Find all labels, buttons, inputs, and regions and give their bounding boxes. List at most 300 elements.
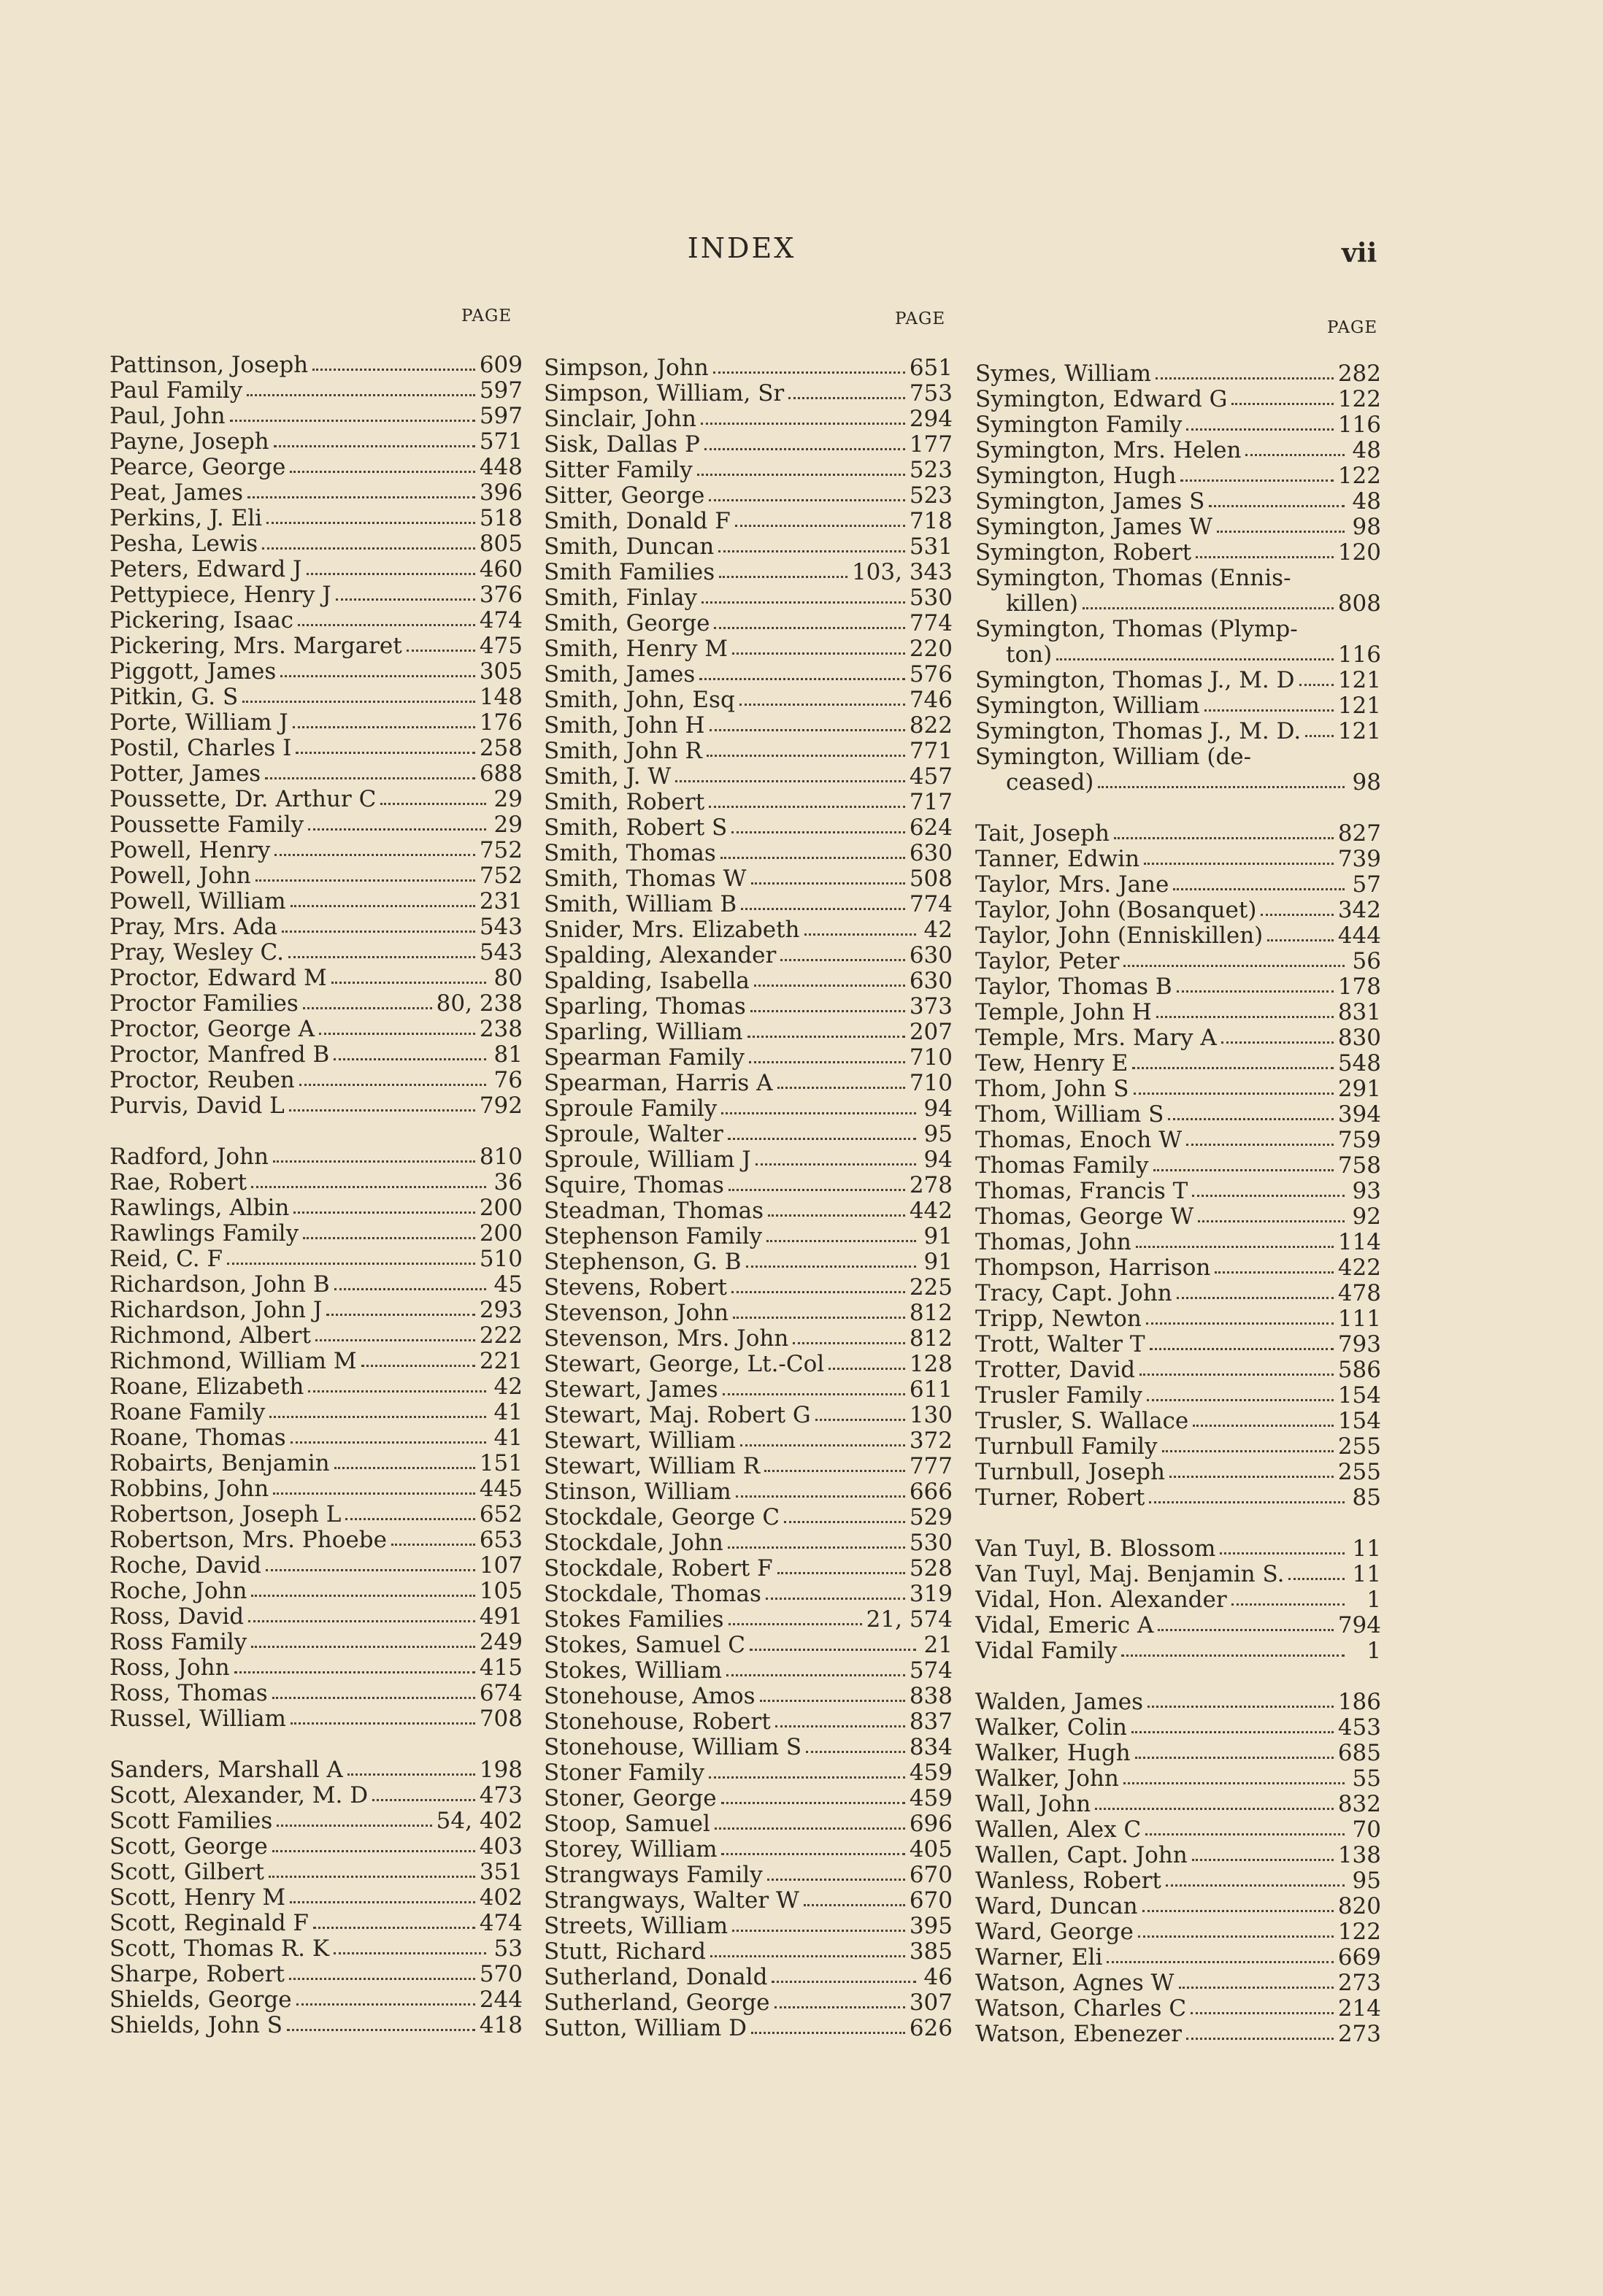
index-entry bbox=[109, 1016, 523, 1041]
entry-name: Symes, William bbox=[975, 361, 1151, 386]
index-entry bbox=[109, 352, 523, 377]
entry-name: Stinson, William bbox=[544, 1479, 731, 1504]
dot-leader bbox=[272, 1850, 475, 1852]
dot-leader bbox=[1261, 914, 1333, 916]
dot-leader bbox=[709, 1776, 905, 1779]
entry-name: Vidal Family bbox=[975, 1638, 1118, 1663]
index-entry bbox=[975, 846, 1381, 871]
entry-page: 531 bbox=[909, 533, 953, 559]
entry-name: Sanders, Marshall A bbox=[109, 1757, 343, 1782]
index-entry bbox=[109, 1910, 523, 1935]
dot-leader bbox=[1245, 454, 1345, 456]
entry-name: Powell, William bbox=[109, 888, 286, 914]
entry-name: Thom, John S bbox=[975, 1076, 1129, 1101]
entry-name: Pesha, Lewis bbox=[109, 531, 258, 556]
entry-name: Radford, John bbox=[109, 1144, 269, 1169]
entry-name: Squire, Thomas bbox=[544, 1172, 724, 1198]
dot-leader bbox=[274, 854, 474, 856]
entry-page: 445 bbox=[479, 1476, 523, 1501]
index-entry bbox=[109, 607, 523, 633]
entry-name: Symington, James W bbox=[975, 514, 1212, 539]
entry-name: Robertson, Joseph L bbox=[109, 1501, 342, 1527]
entry-page: 696 bbox=[909, 1811, 953, 1836]
entry-page: 805 bbox=[479, 531, 523, 556]
entry-name: Vidal, Hon. Alexander bbox=[975, 1587, 1227, 1612]
dot-leader bbox=[775, 1725, 905, 1727]
index-entry bbox=[109, 1833, 523, 1859]
dot-leader bbox=[1288, 1578, 1345, 1580]
entry-page: 214 bbox=[1337, 1995, 1381, 2021]
entry-page: 808 bbox=[1337, 590, 1381, 616]
entry-name: Symington, James S bbox=[975, 488, 1205, 514]
entry-name: Thomas, George W bbox=[975, 1203, 1194, 1229]
index-entry bbox=[975, 463, 1381, 488]
entry-page: 708 bbox=[479, 1706, 523, 1731]
entry-page: 518 bbox=[479, 505, 523, 531]
entry-page: 121 bbox=[1337, 667, 1381, 693]
dot-leader bbox=[1144, 863, 1334, 865]
entry-page: 718 bbox=[909, 508, 953, 533]
dot-leader bbox=[746, 1266, 916, 1268]
dot-leader bbox=[815, 1419, 905, 1421]
entry-page: 128 bbox=[909, 1351, 953, 1376]
entry-name: Walker, Hugh bbox=[975, 1740, 1131, 1765]
entry-name: Ward, Duncan bbox=[975, 1893, 1138, 1919]
entry-page: 774 bbox=[909, 891, 953, 917]
entry-page: 293 bbox=[479, 1297, 523, 1322]
dot-leader bbox=[1148, 1706, 1334, 1708]
entry-name: Thompson, Harrison bbox=[975, 1255, 1211, 1280]
index-entry bbox=[544, 1147, 953, 1172]
entry-page: 249 bbox=[479, 1629, 523, 1654]
dot-leader bbox=[723, 1393, 905, 1395]
entry-page: 396 bbox=[479, 479, 523, 505]
entry-page: 457 bbox=[909, 763, 953, 789]
entry-page: 774 bbox=[909, 610, 953, 636]
index-entry bbox=[109, 1884, 523, 1910]
dot-leader bbox=[777, 1572, 905, 1574]
dot-leader bbox=[290, 1901, 475, 1903]
dot-leader bbox=[280, 675, 475, 677]
entry-page: 305 bbox=[479, 658, 523, 684]
index-entry bbox=[109, 1246, 523, 1271]
index-entry bbox=[975, 948, 1381, 974]
entry-name: Stoner, George bbox=[544, 1785, 717, 1811]
dot-leader bbox=[741, 908, 905, 910]
entry-page: 176 bbox=[479, 709, 523, 735]
entry-name: Symington, Thomas J., M. D bbox=[975, 667, 1295, 693]
entry-name: Trott, Walter T bbox=[975, 1331, 1145, 1357]
entry-page: 576 bbox=[909, 661, 953, 687]
dot-leader bbox=[1204, 709, 1334, 712]
entry-name: Stutt, Richard bbox=[544, 1938, 707, 1964]
entry-name: Simpson, John bbox=[544, 355, 709, 380]
entry-name: Smith, Robert bbox=[544, 789, 705, 814]
entry-name: Strangways Family bbox=[544, 1862, 763, 1887]
index-entry bbox=[109, 1425, 523, 1450]
entry-page: 771 bbox=[909, 738, 953, 763]
dot-leader bbox=[806, 1751, 905, 1753]
entry-page: 122 bbox=[1337, 1919, 1381, 1944]
entry-page: 1 bbox=[1366, 1638, 1381, 1663]
entry-page: 307 bbox=[909, 1989, 953, 2015]
dot-leader bbox=[391, 1544, 475, 1546]
dot-leader bbox=[1136, 1246, 1334, 1248]
index-entry bbox=[109, 1629, 523, 1654]
entry-name: Robairts, Benjamin bbox=[109, 1450, 330, 1476]
entry-page: 122 bbox=[1337, 386, 1381, 412]
index-entry bbox=[544, 1836, 953, 1862]
entry-name: Proctor, Edward M bbox=[109, 965, 327, 990]
entry-page: 273 bbox=[1337, 1970, 1381, 1995]
dot-leader bbox=[1166, 1884, 1345, 1887]
entry-page: 95 bbox=[1352, 1868, 1381, 1893]
entry-name: Roane, Elizabeth bbox=[109, 1374, 304, 1399]
index-entry bbox=[544, 533, 953, 559]
dot-leader bbox=[372, 1799, 475, 1801]
index-entry bbox=[109, 939, 523, 965]
entry-page: 342 bbox=[1337, 897, 1381, 922]
entry-name: Tracy, Capt. John bbox=[975, 1280, 1172, 1306]
index-entry bbox=[544, 431, 953, 457]
index-entry bbox=[544, 1376, 953, 1402]
entry-page: 36 bbox=[493, 1169, 523, 1195]
dot-leader bbox=[1156, 377, 1334, 380]
index-entry bbox=[109, 1348, 523, 1374]
entry-name: Symington, William bbox=[975, 693, 1200, 718]
entry-page: 225 bbox=[909, 1274, 953, 1300]
dot-leader bbox=[747, 1036, 905, 1038]
index-entry bbox=[544, 636, 953, 661]
index-entry bbox=[975, 1740, 1381, 1765]
entry-page: 98 bbox=[1352, 514, 1381, 539]
index-entry bbox=[544, 712, 953, 738]
entry-name: Sisk, Dallas P bbox=[544, 431, 700, 457]
entry-name: Symington, Thomas J., M. D. bbox=[975, 718, 1302, 744]
dot-leader bbox=[308, 828, 486, 831]
entry-name: Peat, James bbox=[109, 479, 244, 505]
dot-leader bbox=[701, 601, 905, 604]
index-entry bbox=[975, 1689, 1381, 1714]
entry-page: 76 bbox=[493, 1067, 523, 1093]
index-entry bbox=[975, 514, 1381, 539]
dot-leader bbox=[1139, 1374, 1334, 1376]
entry-name: Stoner Family bbox=[544, 1760, 704, 1785]
entry-page: 523 bbox=[909, 457, 953, 482]
entry-page: 21 bbox=[923, 1632, 953, 1657]
dot-leader bbox=[248, 1620, 475, 1622]
entry-name: Smith, Duncan bbox=[544, 533, 715, 559]
index-entry bbox=[109, 863, 523, 888]
index-entry bbox=[109, 1220, 523, 1246]
dot-leader bbox=[1179, 1987, 1334, 1989]
index-entry bbox=[544, 559, 953, 585]
entry-page: 529 bbox=[909, 1504, 953, 1530]
entry-name: Thomas, John bbox=[975, 1229, 1131, 1255]
index-entry bbox=[975, 1868, 1381, 1893]
entry-name: Wall, John bbox=[975, 1791, 1091, 1817]
index-entry bbox=[975, 1433, 1381, 1459]
dot-leader bbox=[251, 1595, 474, 1597]
entry-page: 178 bbox=[1337, 974, 1381, 999]
dot-leader bbox=[736, 1495, 905, 1498]
entry-page: 666 bbox=[909, 1479, 953, 1504]
entry-page: 827 bbox=[1337, 820, 1381, 846]
entry-name: Rawlings, Albin bbox=[109, 1195, 290, 1220]
dot-leader bbox=[1221, 1041, 1334, 1044]
entry-page: 777 bbox=[909, 1453, 953, 1479]
entry-page: 151 bbox=[479, 1450, 523, 1476]
entry-name: Temple, Mrs. Mary A bbox=[975, 1025, 1217, 1050]
index-entry bbox=[544, 993, 953, 1019]
dot-leader bbox=[290, 471, 475, 473]
entry-page: 91 bbox=[923, 1223, 953, 1249]
dot-leader bbox=[1150, 1348, 1334, 1350]
dot-leader bbox=[728, 1138, 916, 1140]
index-entry bbox=[544, 482, 953, 508]
entry-name: Sparling, William bbox=[544, 1019, 743, 1044]
index-entry bbox=[109, 1859, 523, 1884]
entry-page: 543 bbox=[479, 939, 523, 965]
entry-name: Trusler, S. Wallace bbox=[975, 1408, 1189, 1433]
entry-page: 11 bbox=[1352, 1536, 1381, 1561]
entry-page: 255 bbox=[1337, 1433, 1381, 1459]
dot-leader bbox=[334, 1058, 486, 1060]
index-entry bbox=[975, 1203, 1381, 1229]
dot-leader bbox=[1131, 1731, 1334, 1733]
dot-leader bbox=[735, 525, 905, 527]
index-entry bbox=[544, 789, 953, 814]
entry-page: 810 bbox=[479, 1144, 523, 1169]
entry-name: Vidal, Emeric A bbox=[975, 1612, 1154, 1638]
entry-page: 80 bbox=[493, 965, 523, 990]
dot-leader bbox=[334, 1288, 486, 1290]
page-column-label: PAGE bbox=[1327, 318, 1378, 337]
entry-page: 41 bbox=[493, 1399, 523, 1425]
dot-leader bbox=[699, 678, 905, 680]
index-entry bbox=[109, 812, 523, 837]
entry-name: Roane Family bbox=[109, 1399, 266, 1425]
entry-name: Poussette Family bbox=[109, 812, 304, 837]
entry-name: Smith, John, Esq bbox=[544, 687, 735, 712]
entry-name: Richmond, Albert bbox=[109, 1322, 311, 1348]
entry-page: 753 bbox=[909, 380, 953, 406]
entry-name: Scott, George bbox=[109, 1833, 268, 1859]
index-entry bbox=[975, 1561, 1381, 1587]
entry-name: Sutherland, George bbox=[544, 1989, 770, 2015]
index-entry bbox=[975, 1459, 1381, 1484]
index-entry bbox=[975, 1612, 1381, 1638]
entry-page: 278 bbox=[909, 1172, 953, 1198]
entry-name: Scott, Henry M bbox=[109, 1884, 286, 1910]
index-entry bbox=[544, 380, 953, 406]
entry-name: Sproule Family bbox=[544, 1095, 718, 1121]
entry-name: Porte, William J bbox=[109, 709, 288, 735]
index-entry bbox=[544, 1274, 953, 1300]
dot-leader bbox=[715, 1827, 905, 1830]
entry-page: 624 bbox=[909, 814, 953, 840]
index-entry bbox=[544, 585, 953, 610]
entry-page: 222 bbox=[479, 1322, 523, 1348]
dot-leader bbox=[1173, 888, 1345, 890]
entry-name: Scott, Reginald F bbox=[109, 1910, 309, 1935]
index-entry bbox=[975, 999, 1381, 1025]
index-entry bbox=[544, 738, 953, 763]
entry-page: 282 bbox=[1337, 361, 1381, 386]
entry-name: Payne, Joseph bbox=[109, 428, 269, 454]
entry-name: Richmond, William M bbox=[109, 1348, 357, 1374]
dot-leader bbox=[704, 448, 905, 450]
entry-page: 674 bbox=[479, 1680, 523, 1706]
entry-name: Smith, Thomas bbox=[544, 840, 716, 866]
entry-name: Shields, George bbox=[109, 1987, 292, 2012]
entry-name: Stockdale, Thomas bbox=[544, 1581, 761, 1606]
index-entry bbox=[975, 1229, 1381, 1255]
dot-leader bbox=[262, 547, 475, 550]
entry-name: Sitter Family bbox=[544, 457, 693, 482]
dot-leader bbox=[1134, 1093, 1334, 1095]
entry-page: 1 bbox=[1366, 1587, 1381, 1612]
entry-page: 459 bbox=[909, 1760, 953, 1785]
entry-page: 670 bbox=[909, 1887, 953, 1913]
dot-leader bbox=[829, 1368, 905, 1370]
index-entry bbox=[109, 1603, 523, 1629]
dot-leader bbox=[303, 1007, 432, 1009]
dot-leader bbox=[1098, 786, 1345, 788]
entry-name: Spalding, Alexander bbox=[544, 942, 777, 968]
index-entry bbox=[109, 1654, 523, 1680]
entry-page: 21, 574 bbox=[866, 1606, 953, 1632]
dot-leader bbox=[728, 1546, 905, 1549]
dot-leader bbox=[1145, 1833, 1345, 1835]
index-entry bbox=[109, 1450, 523, 1476]
entry-page: 812 bbox=[909, 1300, 953, 1325]
index-entry bbox=[975, 1638, 1381, 1663]
entry-name: Pray, Wesley C. bbox=[109, 939, 284, 965]
entry-name: Tew, Henry E bbox=[975, 1050, 1129, 1076]
index-entry bbox=[109, 1782, 523, 1808]
dot-leader bbox=[1186, 2038, 1334, 2040]
index-entry bbox=[109, 1297, 523, 1322]
entry-name: Tait, Joseph bbox=[975, 820, 1110, 846]
entry-page: 402 bbox=[479, 1884, 523, 1910]
dot-leader bbox=[710, 729, 905, 731]
dot-leader bbox=[1231, 1603, 1345, 1606]
index-entry bbox=[544, 866, 953, 891]
entry-page: 473 bbox=[479, 1782, 523, 1808]
index-entry bbox=[544, 508, 953, 533]
index-entry bbox=[975, 412, 1381, 437]
entry-page: 822 bbox=[909, 712, 953, 738]
dot-leader bbox=[1107, 1961, 1333, 1963]
dot-leader bbox=[251, 1186, 486, 1188]
entry-name: Symington, Mrs. Helen bbox=[975, 437, 1242, 463]
index-entry bbox=[109, 1552, 523, 1578]
entry-page: 688 bbox=[479, 760, 523, 786]
index-entry bbox=[109, 914, 523, 939]
entry-name: Symington Family bbox=[975, 412, 1183, 437]
index-entry bbox=[544, 1172, 953, 1198]
dot-leader bbox=[1186, 428, 1333, 431]
entry-name: Scott, Gilbert bbox=[109, 1859, 264, 1884]
entry-name: Walden, James bbox=[975, 1689, 1143, 1714]
entry-page: 651 bbox=[909, 355, 953, 380]
index-entry bbox=[975, 1587, 1381, 1612]
index-entry bbox=[975, 616, 1381, 642]
dot-leader bbox=[291, 905, 475, 907]
entry-name: Perkins, J. Eli bbox=[109, 505, 263, 531]
index-entry bbox=[109, 1399, 523, 1425]
dot-leader bbox=[361, 1365, 475, 1367]
dot-leader bbox=[1220, 1552, 1345, 1555]
entry-name: Paul Family bbox=[109, 377, 243, 403]
entry-name: Stewart, George, Lt.-Col bbox=[544, 1351, 825, 1376]
dot-leader bbox=[1177, 990, 1334, 993]
dot-leader bbox=[732, 1930, 905, 1932]
index-entry bbox=[975, 539, 1381, 565]
dot-leader bbox=[751, 2032, 905, 2034]
entry-page: 98 bbox=[1352, 769, 1381, 795]
entry-name: Robbins, John bbox=[109, 1476, 269, 1501]
dot-leader bbox=[1231, 403, 1333, 405]
dot-leader bbox=[1083, 607, 1334, 609]
entry-page: 832 bbox=[1337, 1791, 1381, 1817]
index-entry bbox=[544, 1657, 953, 1683]
index-entry bbox=[109, 965, 523, 990]
entry-page: 460 bbox=[479, 556, 523, 582]
entry-name: Powell, Henry bbox=[109, 837, 271, 863]
entry-page: 611 bbox=[909, 1376, 953, 1402]
dot-leader bbox=[1114, 837, 1334, 839]
index-entry bbox=[544, 1760, 953, 1785]
entry-page: 474 bbox=[479, 1910, 523, 1935]
index-entry bbox=[544, 1044, 953, 1070]
dot-leader bbox=[291, 1722, 475, 1725]
dot-leader bbox=[247, 496, 475, 498]
dot-leader bbox=[251, 1646, 475, 1648]
dot-leader bbox=[721, 1802, 905, 1804]
entry-page: 571 bbox=[479, 428, 523, 454]
entry-name: Smith, John R bbox=[544, 738, 702, 763]
entry-page: 54, 402 bbox=[436, 1808, 523, 1833]
entry-name: Sharpe, Robert bbox=[109, 1961, 285, 1987]
entry-page: 510 bbox=[479, 1246, 523, 1271]
entry-name: Turnbull, Joseph bbox=[975, 1459, 1165, 1484]
index-entry bbox=[109, 658, 523, 684]
dot-leader bbox=[732, 652, 905, 655]
entry-page: 105 bbox=[479, 1578, 523, 1603]
entry-name: Van Tuyl, Maj. Benjamin S. bbox=[975, 1561, 1285, 1587]
entry-name: Temple, John H bbox=[975, 999, 1152, 1025]
index-entry bbox=[544, 1325, 953, 1351]
entry-page: 530 bbox=[909, 1530, 953, 1555]
index-entry bbox=[544, 687, 953, 712]
entry-page: 543 bbox=[479, 914, 523, 939]
index-entry bbox=[544, 1402, 953, 1428]
entry-page: 111 bbox=[1337, 1306, 1381, 1331]
index-entry bbox=[109, 1961, 523, 1987]
entry-page: 717 bbox=[909, 789, 953, 814]
index-entry bbox=[544, 457, 953, 482]
entry-page: 415 bbox=[479, 1654, 523, 1680]
index-entry bbox=[544, 1581, 953, 1606]
dot-leader bbox=[303, 1237, 475, 1239]
entry-name: Rawlings Family bbox=[109, 1220, 299, 1246]
index-entry bbox=[975, 2021, 1381, 2046]
entry-name: Roche, David bbox=[109, 1552, 261, 1578]
dot-leader bbox=[780, 959, 904, 961]
index-entry bbox=[109, 786, 523, 812]
